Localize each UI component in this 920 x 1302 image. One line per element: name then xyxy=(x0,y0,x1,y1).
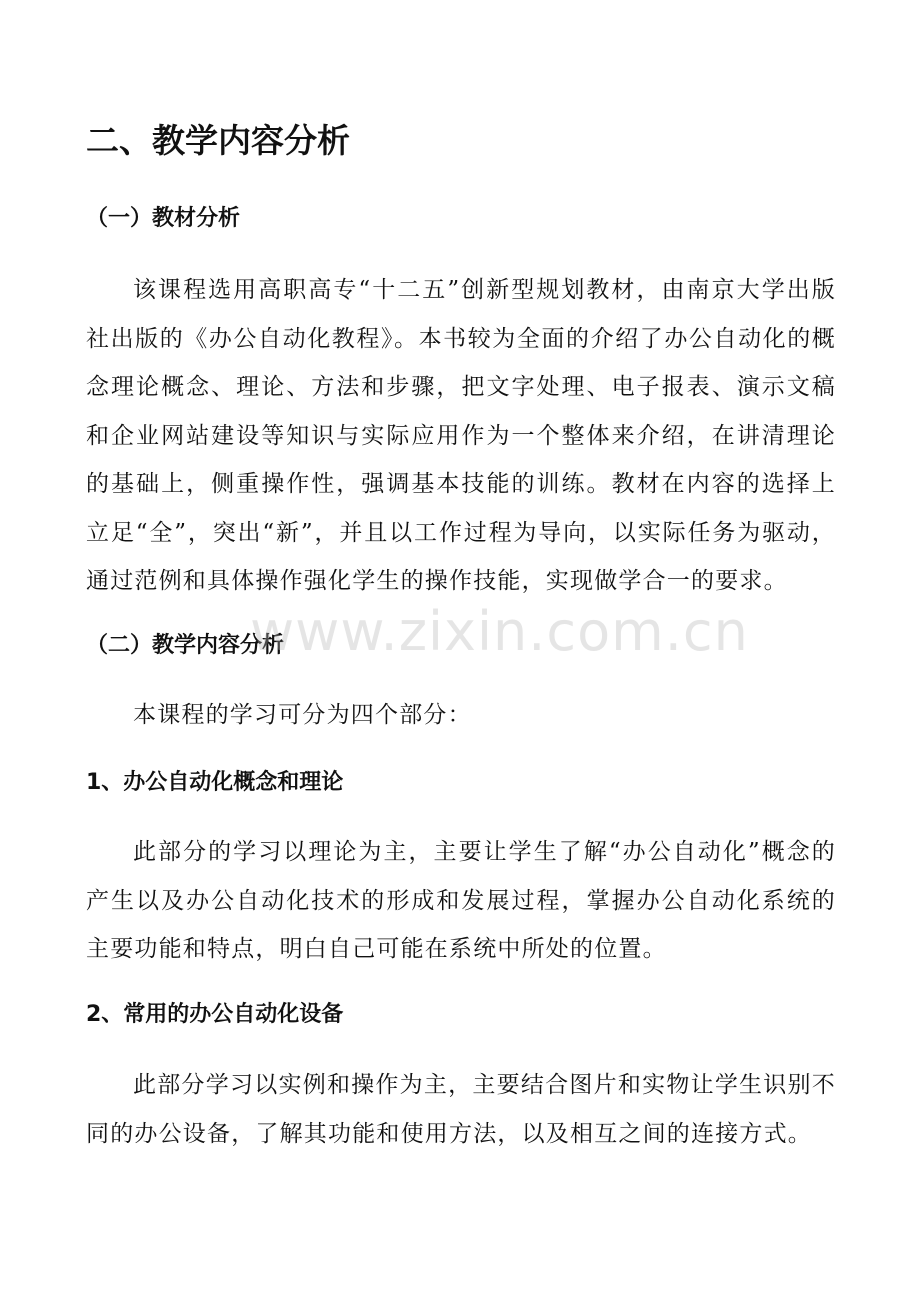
section-2-intro: 本课程的学习可分为四个部分： xyxy=(133,702,472,728)
section-1-title: （一）教材分析 xyxy=(86,206,241,231)
section-1-paragraph: 该课程选用高职高专“十二五”创新型规划教材，由南京大学出版社出版的《办公自动化教程》。本书较为全面的介绍了办公自动化的概念理论概念、理论、方法和步骤，把文字处理、电子报表、演示文稿和企业网站建设等知识与实际应用作为一个整体来介绍，在讲清理论的基础上，侧重操作性，强调基本技能的训练。教材在内容的选择上立足“全”，突出“新”，并且以工作过程为导向，以实际任务为驱动，通过范例和具体操作强化学生的操作技能，实现做学合一的要求。 xyxy=(86,277,836,594)
part-1-title: 1、办公自动化概念和理论 xyxy=(86,770,344,795)
main-heading: 二、教学内容分析 xyxy=(86,121,350,160)
watermark: www.zixin.com.cn xyxy=(250,600,749,663)
part-1-paragraph: 此部分的学习以理论为主，主要让学生了解“办公自动化”概念的产生以及办公自动化技术的形成和发展过程，掌握办公自动化系统的主要功能和特点，明白自己可能在系统中所处的位置。 xyxy=(86,839,836,962)
part-2-paragraph: 此部分学习以实例和操作为主，主要结合图片和实物让学生识别不同的办公设备，了解其功能和使用方法，以及相互之间的连接方式。 xyxy=(86,1072,836,1147)
part-2-title: 2、常用的办公自动化设备 xyxy=(86,1002,344,1027)
section-2-title: （二）教学内容分析 xyxy=(86,633,285,658)
